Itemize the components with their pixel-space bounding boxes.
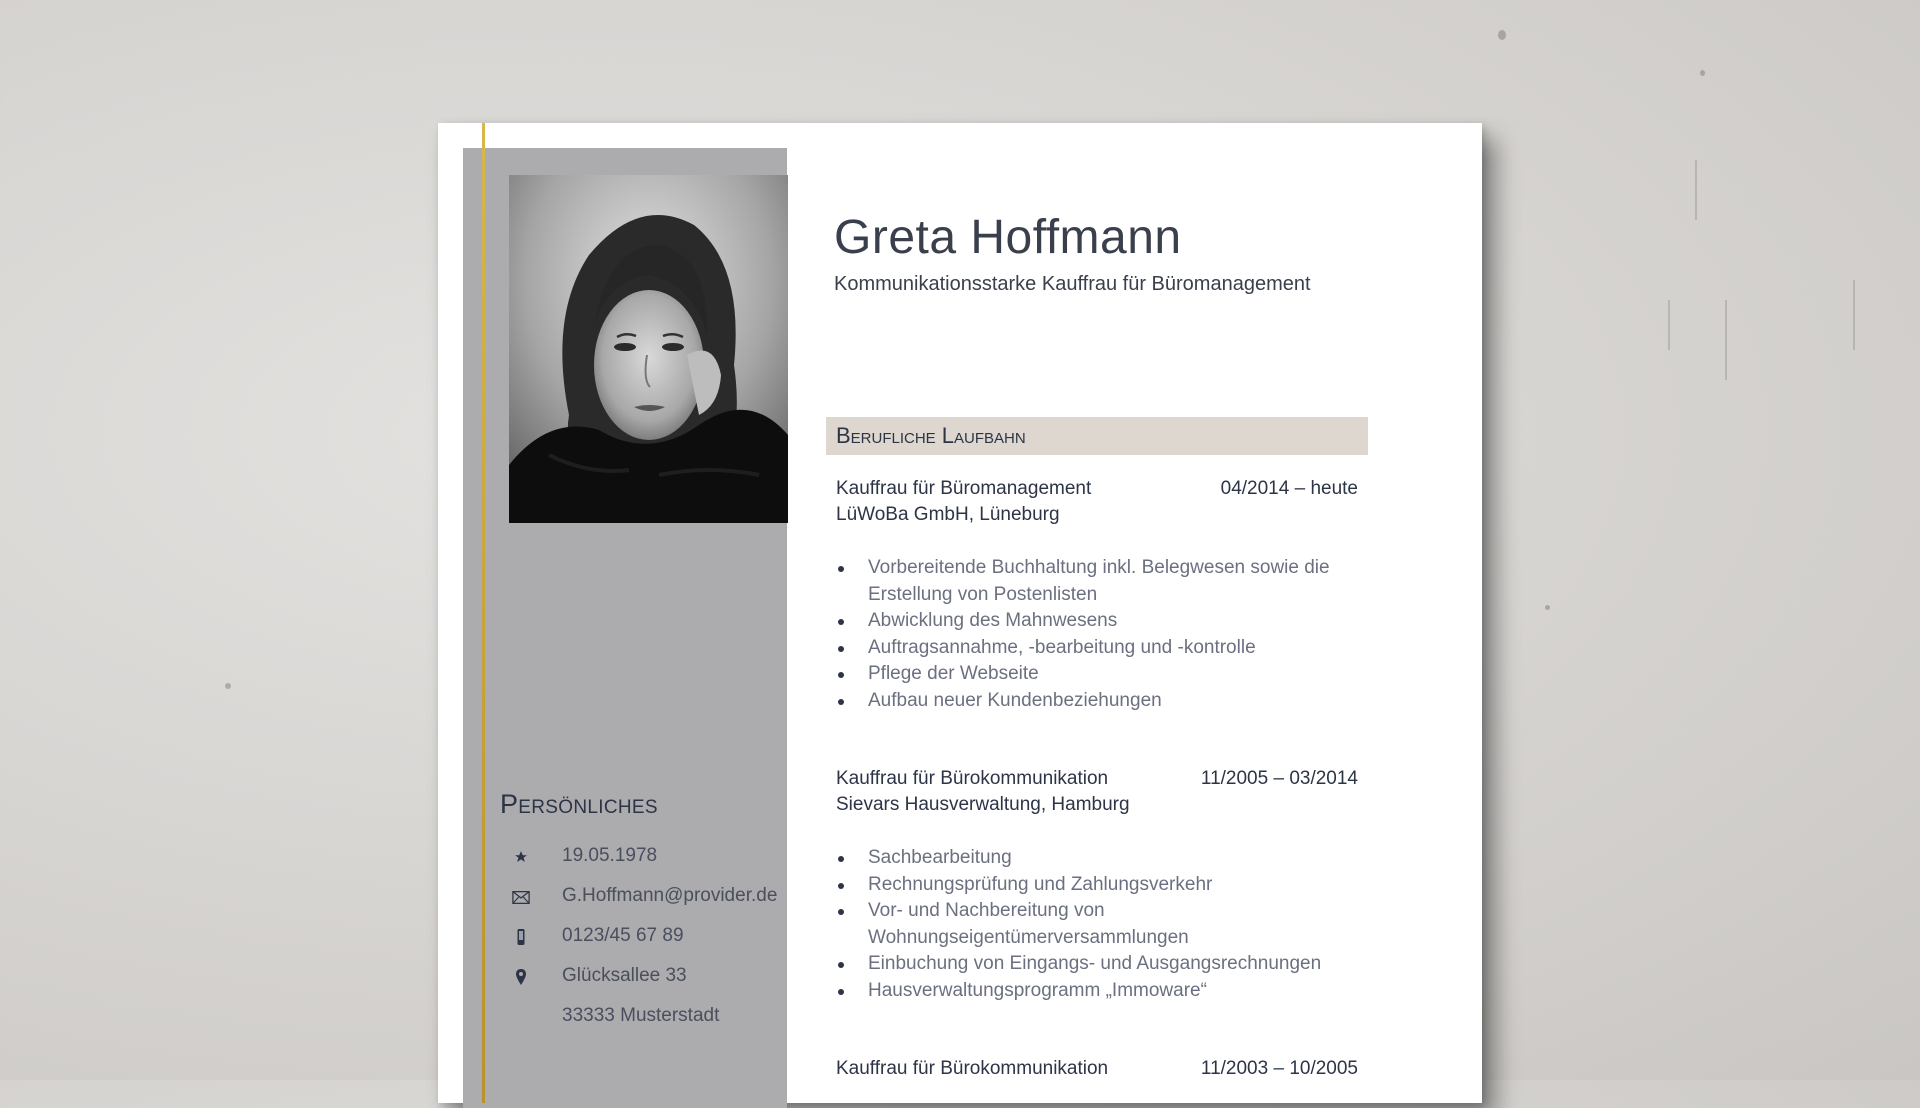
wall-texture xyxy=(1545,605,1550,610)
list-item: Auftragsannahme, -bearbeitung und -kontrolle xyxy=(836,635,1330,662)
portrait-photo xyxy=(509,175,788,523)
job-title: Kauffrau für Büromanagement xyxy=(836,478,1092,499)
birthdate-row xyxy=(512,842,530,872)
gold-accent-line xyxy=(482,123,485,1103)
list-item: Pflege der Webseite xyxy=(836,661,1330,688)
candidate-name: Greta Hoffmann xyxy=(834,211,1182,264)
job-title: Kauffrau für Bürokommunikation xyxy=(836,768,1109,789)
list-item: Abwicklung des Mahnwesens xyxy=(836,608,1330,635)
wall-texture xyxy=(225,683,231,689)
phone-text: 0123/45 67 89 xyxy=(562,925,684,946)
email-row xyxy=(512,882,530,912)
address-street: Glücksallee 33 xyxy=(562,965,687,986)
job-date: 04/2014 – heute xyxy=(1220,478,1358,499)
job-company: LüWoBa GmbH, Lüneburg xyxy=(836,504,1060,525)
wall-texture xyxy=(1695,160,1697,220)
wall-texture xyxy=(1668,300,1670,350)
phone-row xyxy=(512,922,530,952)
list-item: Sachbearbeitung xyxy=(836,845,1321,872)
list-item: Rechnungsprüfung und Zahlungsverkehr xyxy=(836,872,1321,899)
envelope-icon xyxy=(512,888,530,906)
candidate-tagline: Kommunikationsstarke Kauffrau für Büromanagement xyxy=(834,273,1311,295)
job-duties-list xyxy=(836,555,1330,714)
email-link[interactable]: G.Hoffmann@provider.de xyxy=(562,885,778,906)
wall-texture xyxy=(1700,70,1705,76)
personal-section-title: Persönliches xyxy=(500,789,658,819)
wall-texture xyxy=(1853,280,1855,350)
mobile-phone-icon xyxy=(512,928,530,946)
career-section-title: Berufliche Laufbahn xyxy=(836,423,1026,448)
job-date: 11/2003 – 10/2005 xyxy=(1200,1058,1358,1079)
birthdate-text: 19.05.1978 xyxy=(562,845,658,866)
address-city: 33333 Musterstadt xyxy=(562,1005,720,1026)
list-item: Vor- und Nachbereitung von xyxy=(836,898,1321,925)
list-item: Einbuchung von Eingangs- und Ausgangsrechnungen xyxy=(836,951,1321,978)
job-duties-list xyxy=(836,845,1321,1004)
job-date: 11/2005 – 03/2014 xyxy=(1200,768,1358,789)
list-item: Vorbereitende Buchhaltung inkl. Belegwesen sowie die xyxy=(836,555,1330,582)
list-item: Aufbau neuer Kundenbeziehungen xyxy=(836,688,1330,715)
wall-texture xyxy=(1725,300,1727,380)
address-row xyxy=(512,962,530,992)
location-pin-icon xyxy=(512,968,530,986)
job-title: Kauffrau für Bürokommunikation xyxy=(836,1058,1109,1079)
job-company: Sievars Hausverwaltung, Hamburg xyxy=(836,794,1130,815)
list-item: Hausverwaltungsprogramm „Immoware“ xyxy=(836,978,1321,1005)
star-icon xyxy=(512,848,530,866)
list-item: Wohnungseigentümerversammlungen xyxy=(868,926,1189,948)
list-item: Erstellung von Postenlisten xyxy=(868,583,1098,605)
wall-texture xyxy=(1498,30,1506,40)
